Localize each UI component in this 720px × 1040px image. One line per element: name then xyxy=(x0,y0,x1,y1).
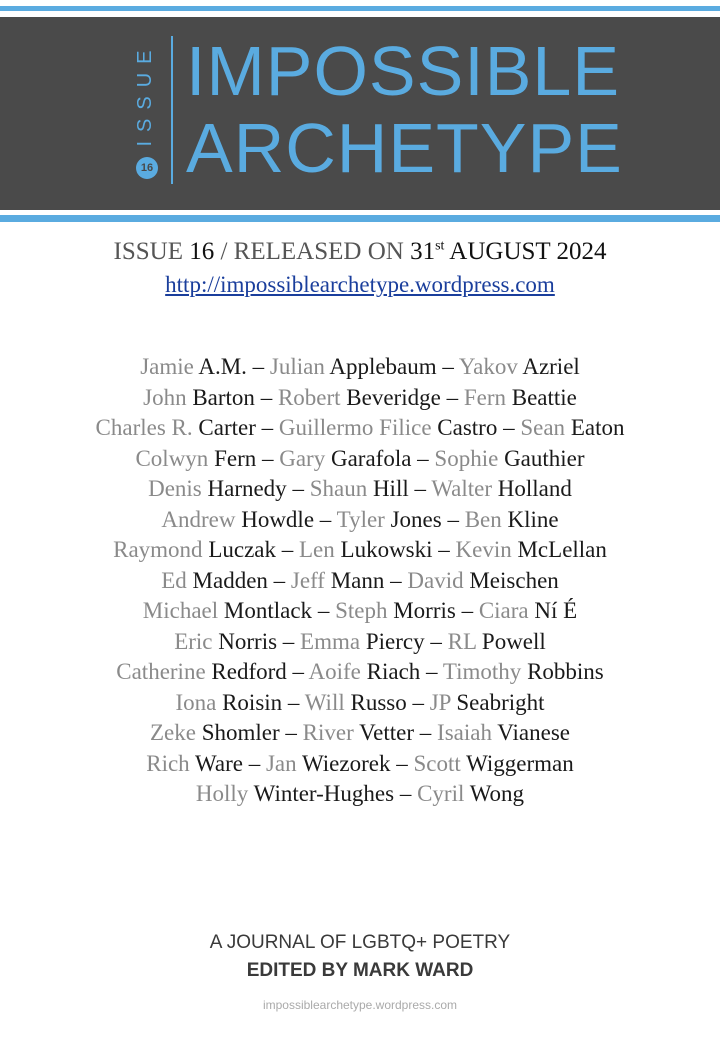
name-separator: – xyxy=(497,415,521,440)
name-separator: – xyxy=(424,628,448,654)
contributor-first-name: Guillermo Filice xyxy=(278,415,432,440)
contributor-first-name: Steph xyxy=(335,598,388,623)
contributor-last-name: Morris xyxy=(393,598,456,623)
name-separator: – xyxy=(279,720,303,745)
name-separator: – xyxy=(406,689,430,715)
contributor-first-name: Sean xyxy=(520,415,566,440)
contributor-last-name: Castro xyxy=(437,415,498,440)
contributor-last-name: Holland xyxy=(497,476,572,501)
contributor-last-name: Hill xyxy=(372,476,409,501)
contributor-first-name: Andrew xyxy=(161,506,236,532)
contributor-first-name: Ciara xyxy=(478,598,529,623)
contributor-line xyxy=(0,474,720,505)
contributor-last-name: Riach xyxy=(366,659,421,684)
contributor-first-name: Jan xyxy=(265,750,297,776)
contributor-last-name: Eaton xyxy=(570,415,625,440)
journal-tagline: A JOURNAL OF LGBTQ+ POETRY xyxy=(209,932,511,953)
contributor-line xyxy=(0,352,720,383)
issue-vertical-label: ISSUE xyxy=(134,41,156,147)
contributor-first-name: Tyler xyxy=(336,506,385,532)
name-separator: – xyxy=(242,750,266,776)
contributor-last-name: McLellan xyxy=(517,537,607,562)
name-separator: – xyxy=(246,354,270,379)
contributor-first-name: Cyril xyxy=(417,781,465,806)
contributor-first-name: Zeke xyxy=(149,720,196,745)
contributor-last-name: Wiezorek xyxy=(302,750,391,776)
contributor-last-name: Wiggerman xyxy=(466,750,574,776)
release-line xyxy=(0,238,720,266)
name-separator: – xyxy=(276,537,299,562)
name-separator: – xyxy=(432,537,456,562)
release-day: 31 xyxy=(410,238,436,265)
release-issue-prefix: ISSUE xyxy=(113,238,183,265)
contributor-line xyxy=(0,749,720,780)
footer-url: impossiblearchetype.wordpress.com xyxy=(262,998,458,1012)
contributor-last-name: Ní É xyxy=(534,598,578,623)
name-separator: – xyxy=(255,415,279,440)
contributor-last-name: Madden xyxy=(192,567,268,593)
contributor-first-name: Len xyxy=(299,537,335,562)
name-separator: – xyxy=(312,598,336,623)
contributor-first-name: Jamie xyxy=(140,354,194,379)
contributor-first-name: Eric xyxy=(174,628,213,654)
contributor-last-name: Piercy xyxy=(365,628,425,654)
contributor-first-name: Fern xyxy=(463,384,506,410)
name-separator: – xyxy=(408,476,432,501)
contributor-line xyxy=(0,566,720,597)
contributor-last-name: Fern xyxy=(214,445,257,471)
contributor-first-name: Scott xyxy=(413,750,461,776)
contributor-last-name: Winter-Hughes xyxy=(253,781,395,806)
contributor-last-name: Vetter xyxy=(359,720,415,745)
contributor-first-name: Michael xyxy=(142,598,219,623)
contributor-first-name: Robert xyxy=(277,384,341,410)
contributor-last-name: Barton xyxy=(192,384,255,410)
journal-title-line2: ARCHETYPE xyxy=(186,109,623,187)
name-separator: – xyxy=(282,689,305,715)
contributor-last-name: Azriel xyxy=(522,354,580,379)
name-separator: – xyxy=(414,720,438,745)
contributor-last-name: Carter xyxy=(198,415,256,440)
name-separator: – xyxy=(256,445,280,471)
journal-title-line1: IMPOSSIBLE xyxy=(186,32,621,110)
contributor-first-name: Julian xyxy=(269,354,325,379)
contributor-line xyxy=(0,383,720,414)
contributor-first-name: JP xyxy=(429,689,451,715)
name-separator: – xyxy=(440,384,464,410)
contributor-line xyxy=(0,718,720,749)
contributor-last-name: Vianese xyxy=(497,720,570,745)
journal-website-link[interactable]: http://impossiblearchetype.wordpress.com xyxy=(165,272,555,297)
contributor-last-name: Kline xyxy=(507,506,559,532)
contributor-last-name: Luczak xyxy=(208,537,276,562)
contributor-first-name: Will xyxy=(304,689,345,715)
contributor-last-name: Mann xyxy=(330,567,385,593)
contributor-first-name: Kevin xyxy=(455,537,512,562)
contributor-first-name: Isaiah xyxy=(437,720,492,745)
contributor-line xyxy=(0,688,720,719)
contributor-first-name: RL xyxy=(447,628,477,654)
contributor-first-name: Iona xyxy=(175,689,217,715)
contributor-line xyxy=(0,413,720,444)
release-middle-text: / RELEASED ON xyxy=(220,238,404,265)
contributor-first-name: Sophie xyxy=(434,445,499,471)
contributor-line xyxy=(0,627,720,658)
contributor-line xyxy=(0,444,720,475)
name-separator: – xyxy=(455,598,479,623)
name-separator: – xyxy=(436,354,459,379)
contributor-first-name: Colwyn xyxy=(135,445,209,471)
contributor-first-name: Ben xyxy=(464,506,502,532)
contributor-last-name: Norris xyxy=(218,628,278,654)
contributor-last-name: Roisin xyxy=(222,689,283,715)
contributor-first-name: Walter xyxy=(431,476,493,501)
contributor-first-name: Ed xyxy=(161,567,187,593)
name-separator: – xyxy=(267,567,291,593)
contributor-first-name: Aoife xyxy=(308,659,361,684)
release-url-line xyxy=(0,272,720,298)
contributor-line xyxy=(0,779,720,810)
contributor-last-name: Redford xyxy=(211,659,287,684)
contributor-last-name: Garafola xyxy=(330,445,412,471)
name-separator: – xyxy=(286,476,310,501)
contributor-first-name: John xyxy=(143,384,187,410)
contributor-first-name: Catherine xyxy=(116,659,206,684)
contributor-last-name: Shomler xyxy=(201,720,280,745)
name-separator: – xyxy=(420,659,443,684)
contributor-first-name: Raymond xyxy=(113,537,203,562)
name-separator: – xyxy=(384,567,408,593)
name-separator: – xyxy=(286,659,309,684)
top-accent-band xyxy=(0,6,720,11)
contributor-last-name: Jones xyxy=(390,506,442,532)
contributor-last-name: Seabright xyxy=(456,689,545,715)
contributor-last-name: Robbins xyxy=(527,659,604,684)
name-separator: – xyxy=(254,384,278,410)
contributor-first-name: River xyxy=(302,720,354,745)
contributor-last-name: Harnedy xyxy=(207,476,287,501)
contributor-first-name: Denis xyxy=(148,476,202,501)
release-day-suffix: st xyxy=(435,238,445,254)
name-separator: – xyxy=(314,506,337,532)
contributor-last-name: Russo xyxy=(350,689,407,715)
name-separator: – xyxy=(277,628,301,654)
bottom-accent-band xyxy=(0,215,720,222)
contributor-last-name: Lukowski xyxy=(340,537,433,562)
name-separator: – xyxy=(390,750,414,776)
issue-number-badge: 16 xyxy=(136,157,158,179)
contributor-first-name: Rich xyxy=(146,750,190,776)
contributor-first-name: Shaun xyxy=(309,476,368,501)
contributor-first-name: David xyxy=(407,567,464,593)
contributor-first-name: Gary xyxy=(279,445,326,471)
contributor-last-name: Howdle xyxy=(241,506,315,532)
contributor-last-name: A.M. xyxy=(198,354,247,379)
contributor-last-name: Applebaum xyxy=(329,354,437,379)
contributor-line xyxy=(0,657,720,688)
name-separator: – xyxy=(411,445,435,471)
contributor-last-name: Wong xyxy=(469,781,525,806)
contributor-line xyxy=(0,505,720,536)
release-issue-number: 16 xyxy=(189,238,215,265)
contributor-first-name: Yakov xyxy=(458,354,518,379)
contributor-list xyxy=(0,352,720,810)
name-separator: – xyxy=(441,506,465,532)
contributor-last-name: Montlack xyxy=(223,598,313,623)
contributor-first-name: Holly xyxy=(195,781,249,806)
contributor-last-name: Powell xyxy=(481,628,546,654)
contributor-last-name: Beveridge xyxy=(346,384,441,410)
contributor-line xyxy=(0,596,720,627)
release-month-year: AUGUST 2024 xyxy=(449,238,607,265)
contributor-last-name: Ware xyxy=(195,750,243,776)
contributor-last-name: Beattie xyxy=(511,384,577,410)
contributor-line xyxy=(0,535,720,566)
contributor-first-name: Jeff xyxy=(290,567,325,593)
contributor-first-name: Timothy xyxy=(442,659,522,684)
contributor-first-name: Emma xyxy=(300,628,361,654)
name-separator: – xyxy=(394,781,418,806)
masthead-divider xyxy=(171,36,173,184)
contributor-last-name: Gauthier xyxy=(504,445,585,471)
editor-credit: EDITED BY MARK WARD xyxy=(246,960,474,981)
contributor-last-name: Meischen xyxy=(469,567,559,593)
contributor-first-name: Charles R. xyxy=(95,415,193,440)
